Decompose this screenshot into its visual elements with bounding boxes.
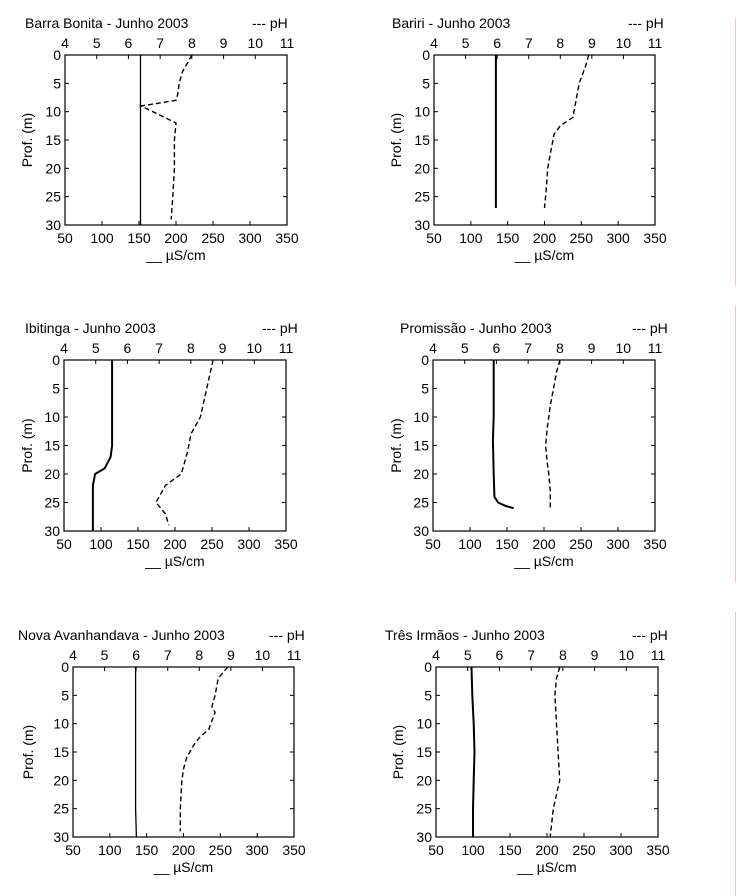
y-axis-label: Prof. (m) xyxy=(19,112,35,168)
depth-tick-label: 30 xyxy=(45,217,61,233)
plot-frame xyxy=(73,667,294,837)
ph-tick-label: 9 xyxy=(226,647,235,663)
ph-tick-label: 5 xyxy=(460,340,469,356)
ph-tick-label: 11 xyxy=(279,35,295,51)
cond-tick-label: 200 xyxy=(163,536,187,552)
ph-tick-label: 6 xyxy=(493,35,502,51)
ph-line xyxy=(545,55,589,208)
ph-tick-label: 4 xyxy=(60,340,68,356)
x-axis-label: __ µS/cm xyxy=(514,247,575,263)
chart-panel-1 xyxy=(19,15,299,263)
ph-tick-label: 4 xyxy=(432,647,440,663)
depth-tick-label: 20 xyxy=(44,466,60,482)
depth-tick-label: 20 xyxy=(53,772,69,789)
depth-tick-label: 10 xyxy=(413,409,429,425)
depth-tick-label: 0 xyxy=(424,659,432,675)
ph-legend: --- pH xyxy=(632,320,668,336)
depth-tick-label: 15 xyxy=(414,132,430,148)
chart-panel-6 xyxy=(385,627,670,875)
cond-tick-label: 250 xyxy=(572,842,596,858)
depth-tick-label: 10 xyxy=(53,715,69,732)
cond-tick-label: 150 xyxy=(127,230,151,246)
cond-tick-label: 300 xyxy=(245,842,269,858)
x-axis-label: __ µS/cm xyxy=(517,859,577,875)
depth-tick-label: 0 xyxy=(421,352,429,368)
cond-tick-label: 50 xyxy=(425,536,441,552)
cond-tick-label: 100 xyxy=(458,536,482,552)
depth-tick-label: 10 xyxy=(45,103,61,120)
depth-tick-label: 15 xyxy=(45,132,61,148)
depth-tick-label: 10 xyxy=(414,103,430,120)
ph-line xyxy=(180,667,227,831)
chart-title: Barra Bonita - Junho 2003 xyxy=(25,15,189,31)
ph-tick-label: 6 xyxy=(495,647,504,663)
ph-tick-label: 9 xyxy=(587,340,596,356)
depth-tick-label: 15 xyxy=(53,744,69,760)
cond-tick-label: 100 xyxy=(459,230,483,246)
chart-title: Nova Avanhandava - Junho 2003 xyxy=(18,627,225,643)
cond-tick-label: 100 xyxy=(89,536,113,552)
depth-tick-label: 30 xyxy=(414,217,430,233)
cond-tick-label: 200 xyxy=(532,536,556,552)
plot-frame xyxy=(436,667,658,837)
cond-tick-label: 150 xyxy=(126,536,150,552)
depth-tick-label: 0 xyxy=(52,352,60,368)
ph-tick-label: 7 xyxy=(527,647,536,663)
x-axis-label: __ µS/cm xyxy=(145,553,205,569)
ph-tick-label: 8 xyxy=(195,647,204,663)
cond-tick-label: 50 xyxy=(65,842,81,858)
ph-tick-label: 4 xyxy=(430,35,438,51)
x-axis-label: __ µS/cm xyxy=(153,859,214,875)
chart-panel-5 xyxy=(18,627,306,875)
plot-frame xyxy=(65,55,287,225)
ph-tick-label: 7 xyxy=(163,647,172,663)
ph-tick-label: 5 xyxy=(463,647,472,663)
cond-tick-label: 50 xyxy=(57,230,73,246)
ph-tick-label: 6 xyxy=(123,340,132,356)
cond-tick-label: 100 xyxy=(461,842,485,858)
ph-tick-label: 10 xyxy=(246,340,263,356)
ph-tick-label: 5 xyxy=(92,35,101,51)
cond-tick-label: 200 xyxy=(532,230,557,246)
depth-tick-label: 15 xyxy=(413,437,429,454)
cond-tick-label: 350 xyxy=(646,842,670,858)
y-axis-label: Prof. (m) xyxy=(388,418,404,473)
depth-tick-label: 30 xyxy=(44,523,60,539)
ph-tick-label: 9 xyxy=(587,35,596,51)
ph-tick-label: 8 xyxy=(556,35,565,51)
depth-tick-label: 15 xyxy=(44,437,60,454)
cond-tick-label: 300 xyxy=(609,842,633,858)
depth-tick-label: 5 xyxy=(424,687,432,704)
chart-panel-4 xyxy=(388,320,668,569)
cond-tick-label: 150 xyxy=(498,842,522,858)
ph-legend: --- pH xyxy=(262,320,298,336)
ph-tick-label: 5 xyxy=(461,35,470,51)
ph-tick-label: 5 xyxy=(100,647,109,663)
plot-frame xyxy=(434,55,655,225)
cond-tick-label: 250 xyxy=(569,230,594,246)
depth-tick-label: 5 xyxy=(422,75,430,92)
cond-tick-label: 350 xyxy=(643,536,667,552)
y-axis-label: Prof. (m) xyxy=(19,418,35,473)
cond-tick-label: 350 xyxy=(282,842,306,858)
ph-tick-label: 7 xyxy=(156,35,165,51)
ph-tick-label: 8 xyxy=(187,35,196,51)
cond-tick-label: 350 xyxy=(275,230,299,246)
ph-tick-label: 10 xyxy=(254,647,271,663)
chart-title: Três Irmãos - Junho 2003 xyxy=(385,627,545,643)
depth-tick-label: 5 xyxy=(421,380,429,397)
ph-tick-label: 10 xyxy=(615,340,632,356)
depth-tick-label: 0 xyxy=(422,47,430,63)
depth-tick-label: 20 xyxy=(414,160,430,177)
ph-legend: --- pH xyxy=(269,627,305,643)
chart-title: Ibitinga - Junho 2003 xyxy=(25,320,156,336)
depth-tick-label: 0 xyxy=(61,659,69,675)
cond-tick-label: 50 xyxy=(56,536,72,552)
ph-tick-label: 8 xyxy=(186,340,195,356)
ph-tick-label: 6 xyxy=(124,35,133,51)
cond-tick-label: 250 xyxy=(569,536,593,552)
depth-tick-label: 25 xyxy=(44,494,60,511)
ph-tick-label: 11 xyxy=(647,340,663,356)
ph-tick-label: 11 xyxy=(647,35,663,51)
depth-tick-label: 5 xyxy=(61,687,69,704)
depth-tick-label: 25 xyxy=(45,188,61,205)
ph-tick-label: 8 xyxy=(555,340,564,356)
cond-tick-label: 350 xyxy=(643,230,667,246)
plot-frame xyxy=(433,360,655,531)
ph-tick-label: 10 xyxy=(618,647,635,663)
cond-tick-label: 150 xyxy=(134,842,159,858)
ph-tick-label: 4 xyxy=(429,340,437,356)
ph-line xyxy=(550,667,560,837)
ph-tick-label: 11 xyxy=(650,647,666,663)
depth-tick-label: 25 xyxy=(416,800,432,817)
x-axis-label: __ µS/cm xyxy=(514,553,574,569)
depth-tick-label: 25 xyxy=(53,800,69,817)
depth-tick-label: 25 xyxy=(413,494,429,511)
cond-tick-label: 350 xyxy=(274,536,298,552)
depth-tick-label: 20 xyxy=(45,160,61,177)
ph-legend: --- pH xyxy=(252,15,288,31)
ph-tick-label: 9 xyxy=(219,35,228,51)
ph-legend: --- pH xyxy=(632,627,668,643)
cond-tick-label: 300 xyxy=(606,536,630,552)
cond-tick-label: 150 xyxy=(495,230,520,246)
cond-tick-label: 250 xyxy=(200,536,224,552)
x-axis-label: __ µS/cm xyxy=(146,247,206,263)
cond-tick-label: 300 xyxy=(238,230,262,246)
ph-tick-label: 8 xyxy=(558,647,567,663)
cond-tick-label: 250 xyxy=(208,842,233,858)
depth-tick-label: 20 xyxy=(413,466,429,482)
ph-line xyxy=(141,55,192,219)
depth-tick-label: 15 xyxy=(416,744,432,760)
conductivity-line xyxy=(472,667,475,837)
ph-line xyxy=(156,360,213,525)
ph-tick-label: 4 xyxy=(61,35,69,51)
depth-tick-label: 10 xyxy=(416,715,432,732)
ph-tick-label: 10 xyxy=(247,35,264,51)
y-axis-label: Prof. (m) xyxy=(388,112,404,168)
ph-tick-label: 4 xyxy=(69,647,77,663)
chart-title: Bariri - Junho 2003 xyxy=(392,15,511,31)
conductivity-line xyxy=(93,360,112,531)
ph-tick-label: 11 xyxy=(278,340,294,356)
cond-tick-label: 100 xyxy=(98,842,122,858)
chart-title: Promissão - Junho 2003 xyxy=(400,320,552,336)
cond-tick-label: 200 xyxy=(164,230,188,246)
ph-tick-label: 9 xyxy=(590,647,599,663)
ph-tick-label: 6 xyxy=(132,647,141,663)
ph-tick-label: 9 xyxy=(218,340,227,356)
cond-tick-label: 300 xyxy=(606,230,630,246)
depth-tick-label: 5 xyxy=(53,75,61,92)
depth-tick-label: 30 xyxy=(416,829,432,845)
ph-line xyxy=(546,360,560,508)
cond-tick-label: 150 xyxy=(495,536,519,552)
cond-tick-label: 200 xyxy=(535,842,559,858)
depth-tick-label: 30 xyxy=(53,829,69,845)
ph-legend: --- pH xyxy=(628,15,664,31)
cond-tick-label: 250 xyxy=(201,230,225,246)
y-axis-label: Prof. (m) xyxy=(390,724,406,780)
chart-panel-2 xyxy=(388,15,667,263)
depth-tick-label: 20 xyxy=(416,772,432,789)
ph-tick-label: 6 xyxy=(492,340,501,356)
ph-tick-label: 10 xyxy=(615,35,632,51)
depth-tick-label: 10 xyxy=(44,409,60,425)
depth-tick-label: 0 xyxy=(53,47,61,63)
ph-tick-label: 5 xyxy=(91,340,100,356)
depth-tick-label: 30 xyxy=(413,523,429,539)
cond-tick-label: 300 xyxy=(237,536,261,552)
cond-tick-label: 200 xyxy=(171,842,196,858)
conductivity-line xyxy=(493,360,514,508)
depth-tick-label: 5 xyxy=(52,380,60,397)
ph-tick-label: 7 xyxy=(155,340,164,356)
chart-panel-3 xyxy=(19,320,298,569)
cond-tick-label: 50 xyxy=(428,842,444,858)
ph-tick-label: 7 xyxy=(524,340,533,356)
conductivity-line xyxy=(136,667,137,837)
ph-tick-label: 7 xyxy=(524,35,533,51)
depth-tick-label: 25 xyxy=(414,188,430,205)
y-axis-label: Prof. (m) xyxy=(20,724,36,780)
cond-tick-label: 50 xyxy=(426,230,442,246)
plot-frame xyxy=(64,360,286,531)
ph-tick-label: 11 xyxy=(286,647,302,663)
cond-tick-label: 100 xyxy=(90,230,114,246)
